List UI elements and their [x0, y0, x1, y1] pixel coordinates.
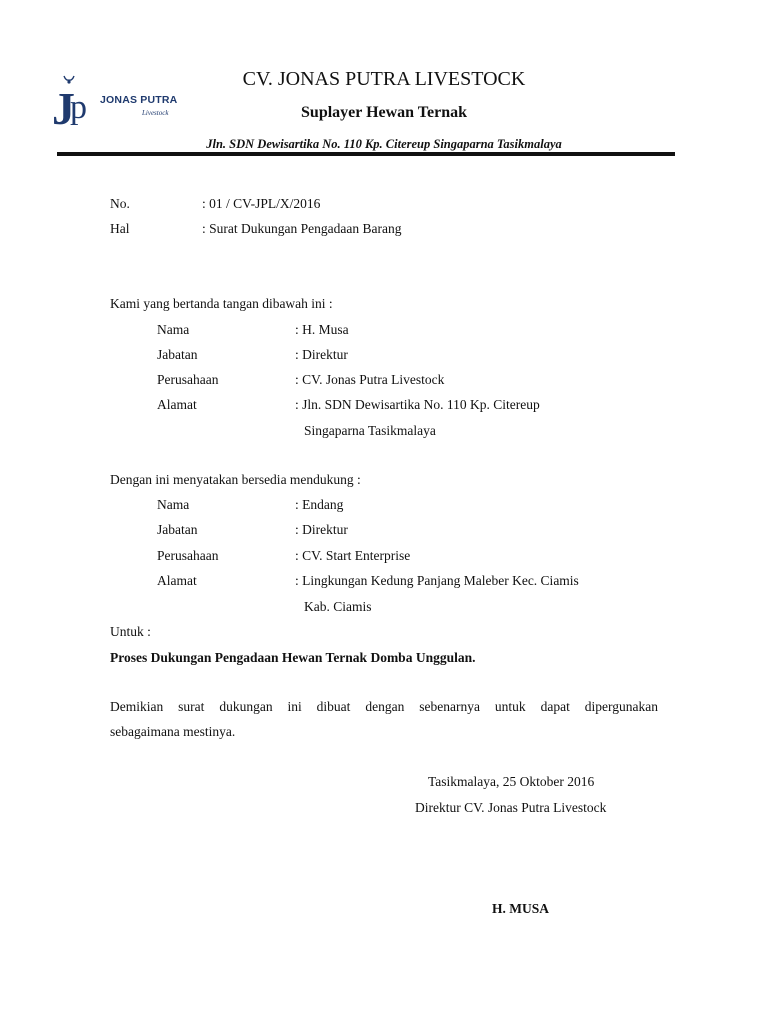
signer-company-label: Perusahaan — [157, 372, 219, 387]
company-title — [0, 68, 768, 91]
signer-position-label: Jabatan — [157, 347, 198, 362]
signature-place-date: Tasikmalaya, 25 Oktober 2016 — [428, 774, 595, 789]
company-name: CV. JONAS PUTRA LIVESTOCK — [242, 68, 526, 90]
supported-name-value: : Endang — [295, 497, 344, 512]
supported-company-label: Perusahaan — [157, 548, 219, 563]
signer-name-label: Nama — [157, 322, 190, 337]
supported-position-label: Jabatan — [157, 522, 198, 537]
svg-text:p: p — [70, 89, 87, 126]
signer-address-value: : Jln. SDN Dewisartika No. 110 Kp. Citereup — [295, 397, 540, 412]
signature-position: Direktur CV. Jonas Putra Livestock — [415, 800, 607, 815]
supported-intro: Dengan ini menyatakan bersedia mendukung : — [110, 472, 361, 487]
supported-address-label: Alamat — [157, 573, 197, 588]
closing-line-1: Demikian surat dukungan ini dibuat dengan sebenarnya untuk dapat dipergunakan — [110, 699, 658, 714]
supported-address-value: : Lingkungan Kedung Panjang Maleber Kec. Ciamis — [295, 573, 579, 588]
no-label: No. — [110, 196, 130, 211]
signer-position-value: : Direktur — [295, 347, 348, 362]
hal-value: : Surat Dukungan Pengadaan Barang — [202, 221, 402, 236]
logo-subtitle: Livestock — [142, 109, 169, 117]
signer-address-label: Alamat — [157, 397, 197, 412]
supported-company-value: : CV. Start Enterprise — [295, 548, 411, 563]
svg-text:J: J — [52, 83, 75, 134]
purpose-text: Proses Dukungan Pengadaan Hewan Ternak Domba Unggulan. — [110, 650, 476, 665]
header-divider — [57, 152, 675, 156]
company-address: Jln. SDN Dewisartika No. 110 Kp. Citereup Singaparna Tasikmalaya — [206, 137, 562, 151]
closing-line-2: sebagaimana mestinya. — [110, 724, 236, 739]
signature-name: H. MUSA — [492, 901, 549, 916]
purpose-label: Untuk : — [110, 624, 151, 639]
supported-name-label: Nama — [157, 497, 190, 512]
signer-address-continued: Singaparna Tasikmalaya — [304, 423, 436, 438]
signer-company-value: : CV. Jonas Putra Livestock — [295, 372, 445, 387]
hal-label: Hal — [110, 221, 130, 236]
company-tagline: Suplayer Hewan Ternak — [301, 104, 467, 121]
signer-intro: Kami yang bertanda tangan dibawah ini : — [110, 296, 333, 311]
logo-name: JONAS PUTRA — [100, 94, 178, 106]
supported-position-value: : Direktur — [295, 522, 348, 537]
no-value: : 01 / CV-JPL/X/2016 — [202, 196, 321, 211]
signer-name-value: : H. Musa — [295, 322, 349, 337]
supported-address-continued: Kab. Ciamis — [304, 599, 372, 614]
